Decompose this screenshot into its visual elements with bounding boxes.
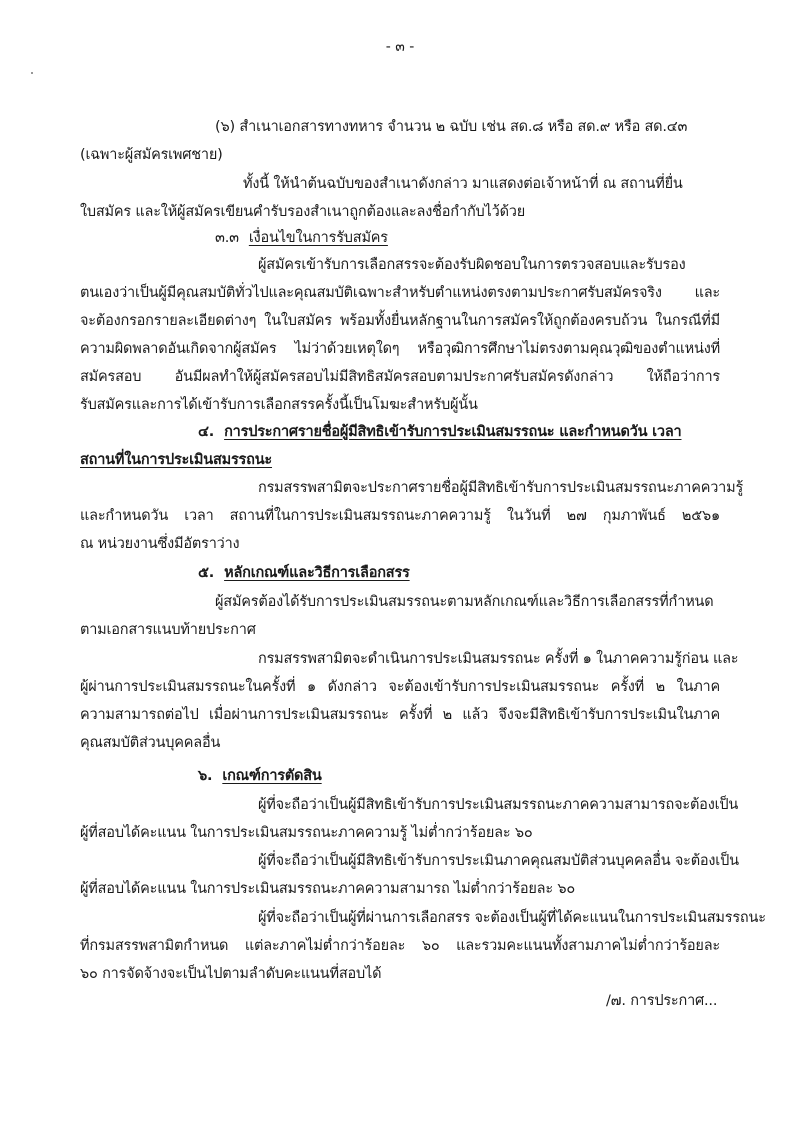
section-4-title-line-2: สถานที่ในการประเมินสมรรถนะ	[80, 452, 273, 468]
section-6-heading	[198, 766, 322, 786]
continuation-note: /๗. การประกาศ...	[606, 993, 718, 1009]
scan-artifact	[31, 72, 33, 74]
section-5-title: หลักเกณฑ์และวิธีการเลือกสรร	[224, 565, 410, 581]
section-4-title-line-1: การประกาศรายชื่อผู้มีสิทธิเข้ารับการประเมินสมรรถนะ และกำหนดวัน เวลา	[224, 424, 682, 440]
section-6-line: ผู้ที่สอบได้คะแนน ในการประเมินสมรรถนะภาคความสามารถ ไม่ต่ำกว่าร้อยละ ๖๐	[80, 881, 575, 897]
section-5-line: กรมสรรพสามิตจะดำเนินการประเมินสมรรถนะ ครั้งที่ ๑ ในภาคความรู้ก่อน และ	[258, 651, 739, 667]
section-3-3-line: ตนเองว่าเป็นผู้มีคุณสมบัติทั่วไปและคุณสมบัติเฉพาะสำหรับตำแหน่งตรงตามประกาศรับสมัครจริง และ	[80, 285, 720, 301]
section-6-title: เกณฑ์การตัดสิน	[222, 768, 322, 784]
section-4-line: กรมสรรพสามิตจะประกาศรายชื่อผู้มีสิทธิเข้ารับการประเมินสมรรถนะภาคความรู้	[258, 480, 744, 496]
section-5-line: คุณสมบัติส่วนบุคคลอื่น	[80, 735, 221, 751]
section-5-number: ๕.	[198, 565, 215, 581]
section-3-3-heading	[215, 228, 388, 248]
section-5-heading	[198, 563, 410, 583]
section-3-3-title: เงื่อนไขในการรับสมัคร	[248, 230, 388, 246]
item-6-military-docs: (๖) สำเนาเอกสารทางทหาร จำนวน ๒ ฉบับ เช่น สด.๘ หรือ สด.๙ หรือ สด.๔๓	[215, 119, 688, 135]
section-6-line: ๖๐ การจัดจ้างจะเป็นไปตามลำดับคะแนนที่สอบได้	[80, 966, 382, 982]
page-number: - ๓ -	[385, 39, 415, 55]
section-4-line: และกำหนดวัน เวลา สถานที่ในการประเมินสมรรถนะภาคความรู้ ในวันที่ ๒๗ กุมภาพันธ์ ๒๕๖๑	[80, 508, 720, 524]
section-6-line: ที่กรมสรรพสามิตกำหนด แต่ละภาคไม่ต่ำกว่าร้อยละ ๖๐ และรวมคะแนนทั้งสามภาคไม่ต่ำกว่าร้อยละ	[80, 938, 720, 954]
section-6-number: ๖.	[198, 768, 213, 784]
section-3-3-line: สมัครสอบ อันมีผลทำให้ผู้สมัครสอบไม่มีสิทธิสมัครสอบตามประกาศรับสมัครดังกล่าว ให้ถือว่าการ	[80, 369, 720, 385]
note-line-2: ใบสมัคร และให้ผู้สมัครเขียนคำรับรองสำเนาถูกต้องและลงชื่อกำกับไว้ด้วย	[80, 204, 526, 220]
item-6-male-only: (เฉพาะผู้สมัครเพศชาย)	[80, 147, 223, 163]
section-3-3-number: ๓.๓	[215, 230, 239, 246]
section-5-line: ตามเอกสารแนบท้ายประกาศ	[80, 622, 256, 638]
section-6-line: ผู้ที่สอบได้คะแนน ในการประเมินสมรรถนะภาคความรู้ ไม่ต่ำกว่าร้อยละ ๖๐	[80, 825, 533, 841]
section-4-line: ณ หน่วยงานซึ่งมีอัตราว่าง	[80, 536, 240, 552]
section-3-3-line: จะต้องกรอกรายละเอียดต่างๆ ในใบสมัคร พร้อมทั้งยื่นหลักฐานในการสมัครให้ถูกต้องครบถ้วน ในกรณีที่มี	[80, 313, 720, 329]
section-6-line: ผู้ที่จะถือว่าเป็นผู้มีสิทธิเข้ารับการประเมินสมรรถนะภาคความสามารถจะต้องเป็น	[258, 797, 739, 813]
section-4-number: ๔.	[198, 424, 215, 440]
note-line-1: ทั้งนี้ ให้นำต้นฉบับของสำเนาดังกล่าว มาแสดงต่อเจ้าหน้าที่ ณ สถานที่ยื่น	[243, 176, 683, 192]
section-5-line: ผู้ผ่านการประเมินสมรรถนะในครั้งที่ ๑ ดังกล่าว จะต้องเข้ารับการประเมินสมรรถนะ ครั้งที่ ๒ ในภาค	[80, 679, 720, 695]
section-3-3-line: รับสมัครและการได้เข้ารับการเลือกสรรครั้งนี้เป็นโมฆะสำหรับผู้นั้น	[80, 397, 478, 413]
section-5-line: ผู้สมัครต้องได้รับการประเมินสมรรถนะตามหลักเกณฑ์และวิธีการเลือกสรรที่กำหนด	[215, 594, 714, 610]
section-3-3-line: ผู้สมัครเข้ารับการเลือกสรรจะต้องรับผิดชอบในการตรวจสอบและรับรอง	[258, 257, 686, 273]
section-6-line: ผู้ที่จะถือว่าเป็นผู้ที่ผ่านการเลือกสรร จะต้องเป็นผู้ที่ได้คะแนนในการประเมินสมรรถนะ	[258, 910, 766, 926]
section-3-3-line: ความผิดพลาดอันเกิดจากผู้สมัคร ไม่ว่าด้วยเหตุใดๆ หรือวุฒิการศึกษาไม่ตรงตามคุณวุฒิของตำแหน่งที่	[80, 341, 720, 357]
section-6-line: ผู้ที่จะถือว่าเป็นผู้มีสิทธิเข้ารับการประเมินภาคคุณสมบัติส่วนบุคคลอื่น จะต้องเป็น	[258, 853, 739, 869]
section-5-line: ความสามารถต่อไป เมื่อผ่านการประเมินสมรรถนะ ครั้งที่ ๒ แล้ว จึงจะมีสิทธิเข้ารับการประเมินในภาค	[80, 707, 720, 723]
section-4-heading	[198, 422, 681, 442]
